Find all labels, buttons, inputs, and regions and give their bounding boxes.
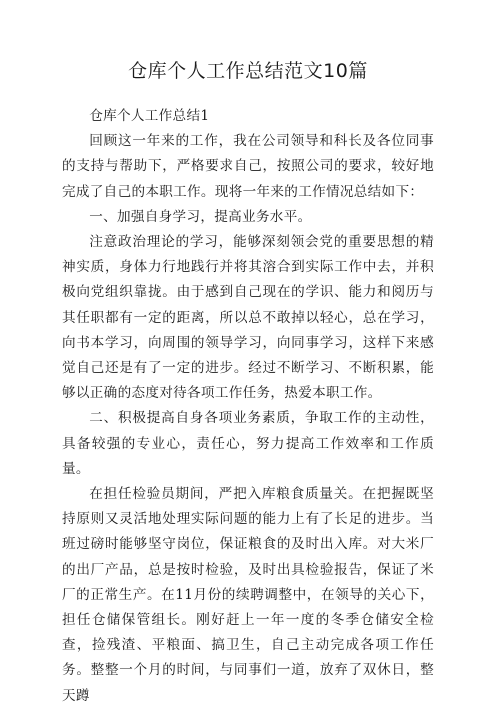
document-title: 仓库个人工作总结范文10篇 xyxy=(128,60,368,82)
paragraph: 一、加强自身学习，提高业务水平。 xyxy=(89,208,312,225)
paragraph: 回顾这一年来的工作，我在公司领导和科长及各位同事的支持与帮助下，严格要求自己，按照公司的要求，较好地完成了自己的本职工作。现将一年来的工作情况总结如下： xyxy=(62,133,434,200)
paragraph: 注意政治理论的学习，能够深刻领会党的重要思想的精神实质，身体力行地践行并将其溶合到实际工作中去，并积极向党组织靠拢。由于感到自己现在的学识、能力和阅历与其任职都有一定的距离，所以总不敢掉以轻心，总在学习，向书本学习，向周围的领导学习，向同事学习，这样下来感觉自己还是有了一定的进步。经过不断学习、不断积累，能够以正确的态度对待各项工作任务，热爱本职工作。 xyxy=(62,234,434,402)
paragraph: 二、积极提高自身各项业务素质，争取工作的主动性，具备较强的专业心，责任心，努力提高工作效率和工作质量。 xyxy=(62,410,434,477)
paragraph: 在担任检验员期间，严把入库粮食质量关。在把握既坚持原则又灵活地处理实际问题的能力上有了长足的进步。当班过磅时能够坚守岗位，保证粮食的及时出入库。对大米厂的出厂产品，总是按时检验，及时出具检验报告，保证了米厂的正常生产。在11月份的续聘调整中，在领导的关心下，担任仓储保管组长。刚好赶上一年一度的冬季仓储安全检查，捡残渣、平粮面、搞卫生，自己主动完成各项工作任务。整整一个月的时间，与同事们一道，放弃了双休日，整天蹲 xyxy=(62,486,434,704)
section-title: 仓库个人工作总结1 xyxy=(89,108,210,124)
document-body xyxy=(62,104,434,709)
